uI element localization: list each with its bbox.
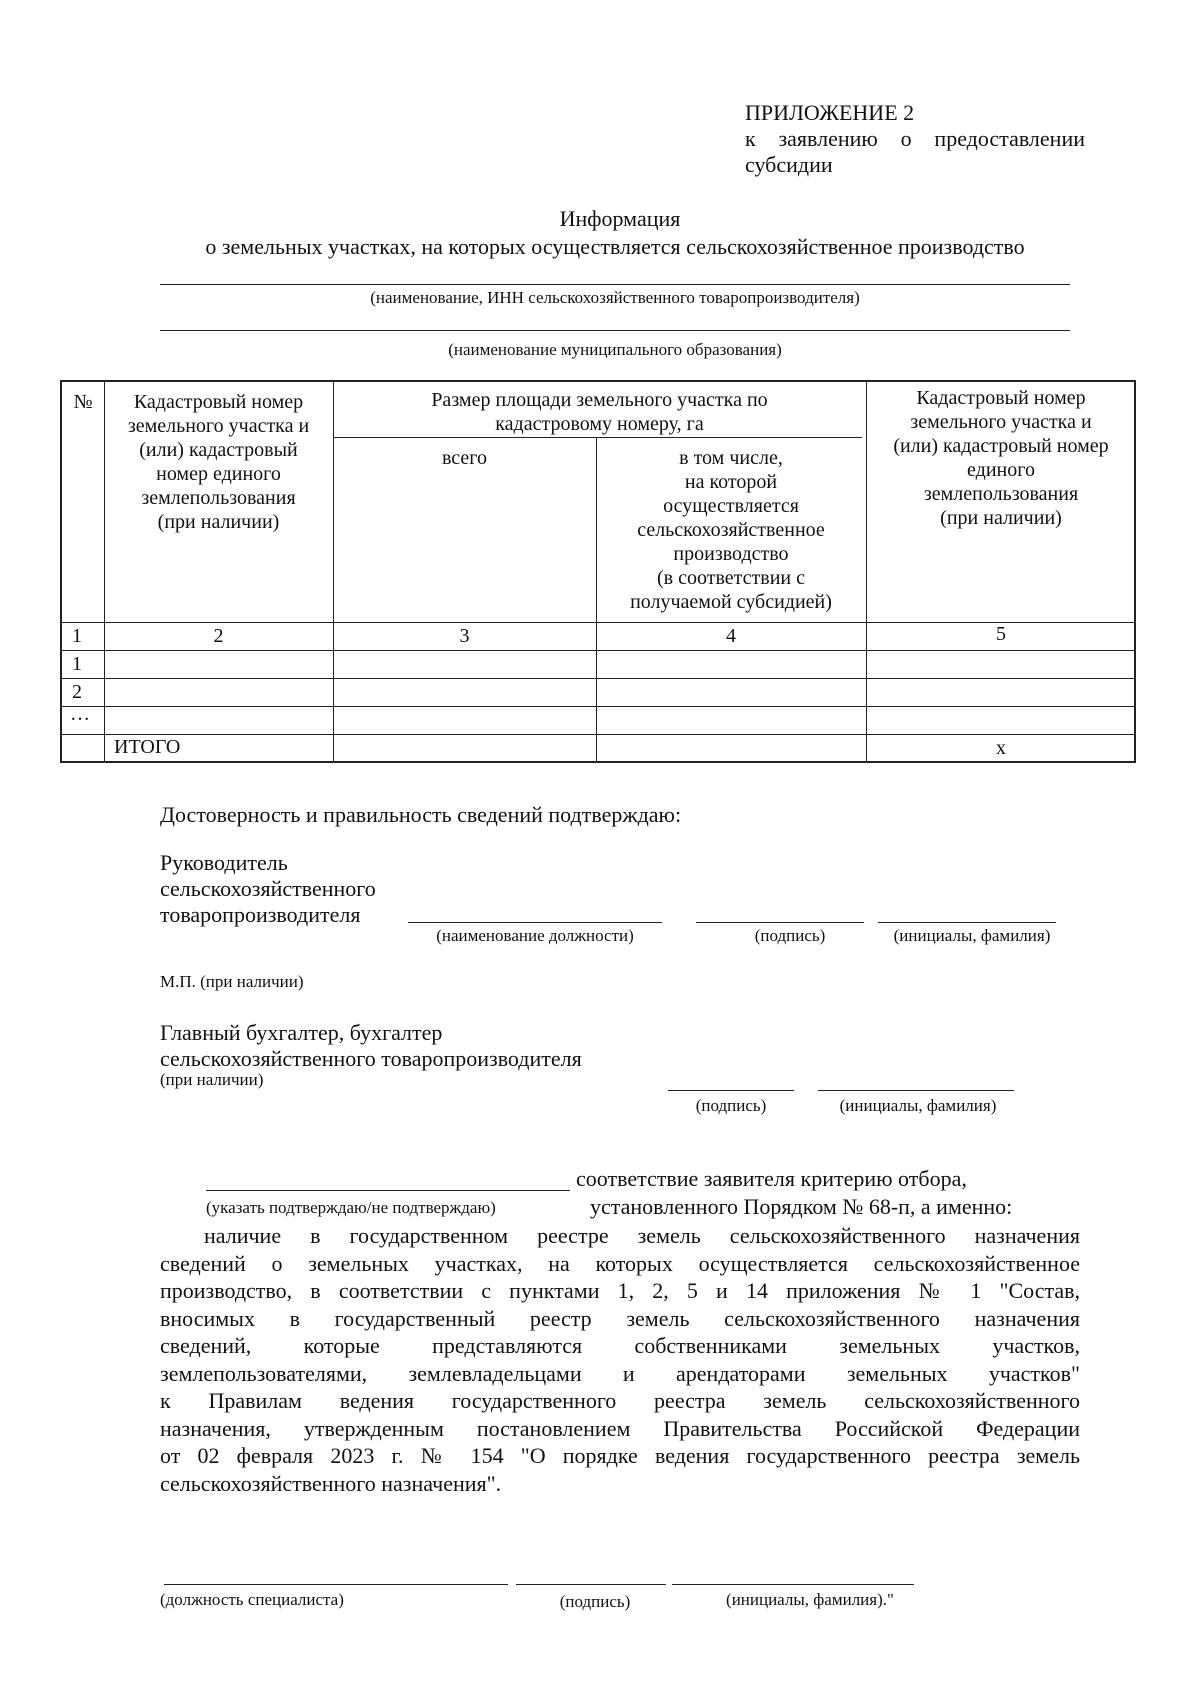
- table-row-number: 1: [72, 653, 82, 675]
- accountant-name-line: [818, 1090, 1014, 1091]
- head-name-line: [878, 922, 1056, 923]
- col-number-1: 1: [72, 625, 82, 647]
- criteria-paragraph: наличие в государственном реестре земель сельскохозяйственного назначения сведений о земельных участках, на которых осуществляется сельскохозяйственное производство, в соответствии с пунктами 1, 2, 5 и 14 приложения № 1 "Состав, вносимых в государственный реестр земель сельскохозяйственного назначения сведений, которые представляются собственниками земельных участков, землепользователями, землевладельцами и арендаторами земельных участков" к Правилам ведения государственного реестра земель сельскохозяйственного назначения, утвержденным постановлением Правительства Российской Федерации от 02 февраля 2023 г. № 154 "О порядке ведения государственного реестра земель сельскохозяйственного назначения".: [160, 1223, 1080, 1496]
- accountant-signature-label: (подпись): [695, 1096, 767, 1115]
- header-total: всего: [441, 447, 488, 469]
- table-row-number: 2: [72, 681, 82, 703]
- producer-fill-line: [160, 284, 1070, 285]
- confirmation-text: Достоверность и правильность сведений подтверждаю:: [160, 802, 682, 827]
- table-row-number: …: [70, 703, 90, 725]
- criteria-line-1: соответствие заявителя критерию отбора,: [576, 1166, 967, 1191]
- appendix-line-1: к заявлению о предоставлении: [745, 126, 1085, 151]
- specialist-name-line: [672, 1584, 914, 1585]
- municipality-label: (наименование муниципального образования): [448, 340, 782, 359]
- specialist-name-label: (инициалы, фамилия).": [726, 1590, 894, 1609]
- col-number-3: 3: [459, 625, 470, 647]
- total-row-col5: х: [996, 737, 1006, 759]
- specialist-position-line: [164, 1584, 508, 1585]
- accountant-note: (при наличии): [160, 1070, 264, 1089]
- col-number-4: 4: [726, 625, 736, 647]
- accountant-title: Главный бухгалтер, бухгалтер сельскохозяйственного товаропроизводителя: [160, 1020, 582, 1071]
- head-position-line: [408, 922, 662, 923]
- header-cadastral-2: Кадастровый номер земельного участка и (или) кадастровый номер единого землепользования (при наличии): [893, 387, 1109, 529]
- head-name-label: (инициалы, фамилия): [893, 926, 1051, 945]
- criteria-hint: (указать подтверждаю/не подтверждаю): [206, 1198, 496, 1217]
- specialist-signature-label: (подпись): [559, 1592, 631, 1611]
- appendix-line-2: субсидии: [745, 152, 833, 177]
- document-title: Информация: [559, 206, 681, 231]
- total-row-label: ИТОГО: [114, 736, 181, 758]
- criteria-line-2: установленного Порядком № 68-п, а именно:: [590, 1194, 1013, 1219]
- criteria-fill-line: [206, 1190, 570, 1191]
- header-including: в том числе, на которой осуществляется сельскохозяйственное производство (в соответствии с получаемой субсидией): [630, 447, 832, 613]
- document-subtitle: о земельных участках, на которых осуществляется сельскохозяйственное производство: [205, 234, 1025, 259]
- header-cadastral: Кадастровый номер земельного участка и (или) кадастровый номер единого землепользования (при наличии): [127, 391, 310, 533]
- specialist-position-label: (должность специалиста): [160, 1590, 344, 1609]
- head-position-label: (наименование должности): [436, 926, 634, 945]
- head-signatory-title: Руководитель сельскохозяйственного товаропроизводителя: [160, 850, 376, 927]
- head-signature-label: (подпись): [754, 926, 826, 945]
- appendix-block: [745, 100, 1085, 178]
- specialist-signature-line: [516, 1584, 666, 1585]
- stamp-label: М.П. (при наличии): [160, 972, 304, 991]
- col-number-5: 5: [996, 623, 1006, 645]
- municipality-fill-line: [160, 330, 1070, 331]
- land-plots-table: [60, 380, 1136, 763]
- header-number: №: [73, 391, 93, 413]
- head-signature-line: [696, 922, 864, 923]
- accountant-name-label: (инициалы, фамилия): [839, 1096, 997, 1115]
- appendix-title: ПРИЛОЖЕНИЕ 2: [745, 100, 915, 125]
- accountant-signature-line: [668, 1090, 794, 1091]
- producer-label: (наименование, ИНН сельскохозяйственного товаропроизводителя): [370, 288, 860, 307]
- col-number-2: 2: [213, 625, 224, 647]
- header-area-group: Размер площади земельного участка по кадастровому номеру, га: [431, 389, 768, 435]
